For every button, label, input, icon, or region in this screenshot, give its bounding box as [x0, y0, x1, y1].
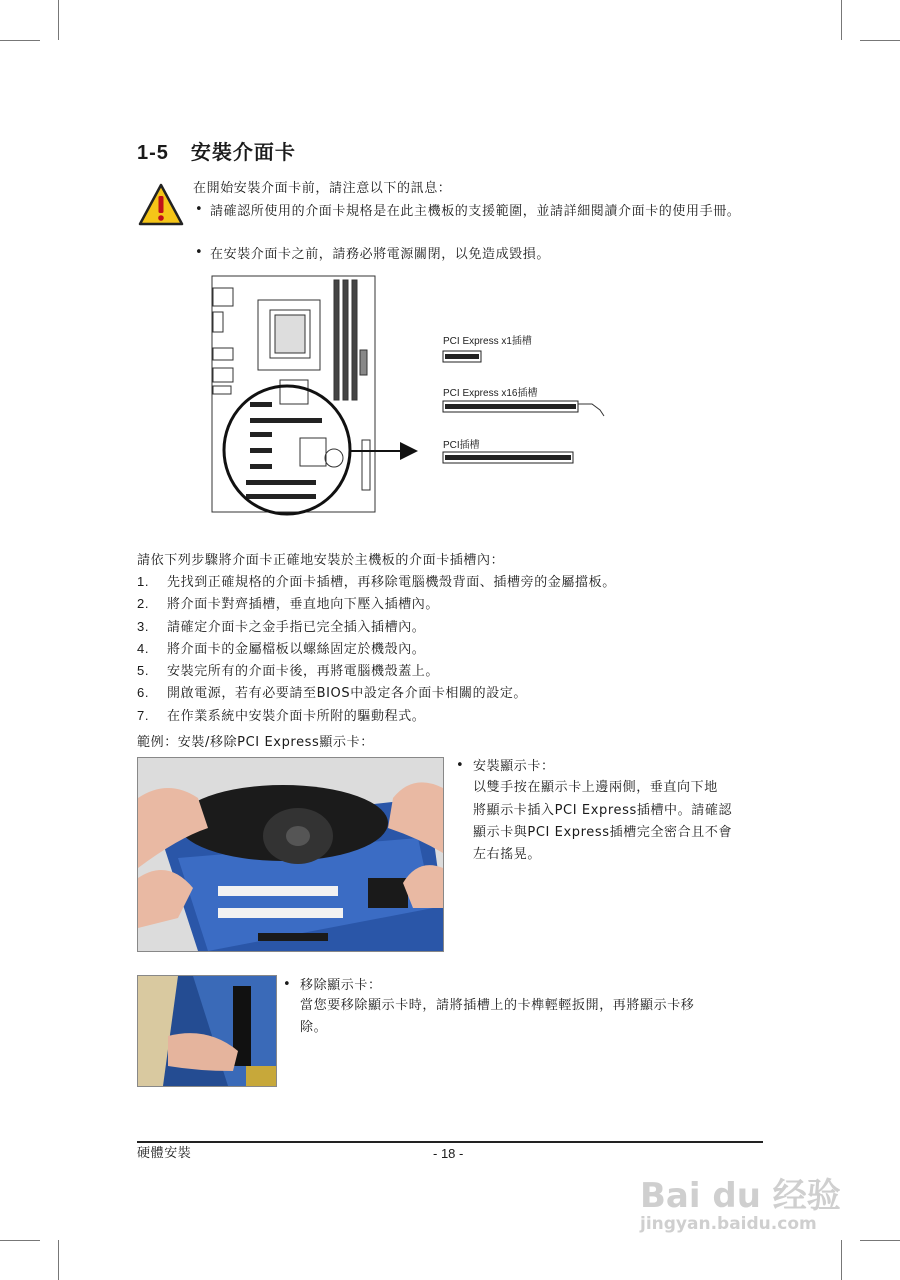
warning-icon [137, 182, 185, 228]
slot-label-pci: PCI插槽 [443, 440, 480, 451]
example-title: 範例：安裝/移除PCI Express顯示卡： [137, 735, 374, 750]
step-item: 3. 請確定介面卡之金手指已完全插入插槽內。 [137, 618, 426, 635]
footer-section-name: 硬體安裝 [137, 1146, 192, 1161]
caution-intro: 在開始安裝介面卡前，請注意以下的訊息： [193, 181, 452, 196]
watermark-brand: Bai du 经验 [640, 1176, 841, 1216]
step-item: 5. 安裝完所有的介面卡後，再將電腦機殼蓋上。 [137, 663, 440, 680]
install-line-2: 將顯示卡插入PCI Express插槽中。請確認 [473, 803, 733, 818]
bullet-dot: • [195, 245, 203, 260]
steps-list [137, 571, 777, 727]
crop-mark [58, 0, 59, 40]
install-title: 安裝顯示卡： [473, 759, 555, 774]
slot-label-pcie-x16: PCI Express x16插槽 [443, 388, 538, 399]
step-item: 4. 將介面卡的金屬檔板以螺絲固定於機殼內。 [137, 640, 426, 657]
page-number: - 18 - [433, 1146, 464, 1161]
step-item: 2. 將介面卡對齊插槽，垂直地向下壓入插槽內。 [137, 596, 440, 613]
install-line-4: 左右搖晃。 [473, 847, 542, 862]
install-line-1: 以雙手按在顯示卡上邊兩側，垂直向下地 [473, 780, 718, 795]
crop-mark [0, 1240, 40, 1241]
remove-line-1: 當您要移除顯示卡時，請將插槽上的卡榫輕輕扳開，再將顯示卡移 [300, 998, 695, 1013]
remove-title: 移除顯示卡： [300, 978, 382, 993]
bullet-dot: • [195, 202, 203, 217]
bullet-dot: • [456, 758, 464, 773]
remove-line-2: 除。 [300, 1020, 328, 1035]
slot-label-pcie-x1: PCI Express x1插槽 [443, 336, 532, 347]
bullet-dot: • [283, 977, 291, 992]
crop-mark [58, 1240, 59, 1280]
section-number: 1-5 [137, 142, 169, 164]
footer-divider [137, 1141, 763, 1143]
watermark-url: jingyan.baidu.com [640, 1214, 817, 1234]
step-item: 6. 開啟電源，若有必要請至BIOS中設定各介面卡相關的設定。 [137, 685, 528, 702]
crop-mark [860, 40, 900, 41]
crop-mark [841, 0, 842, 40]
motherboard-diagram [200, 270, 630, 520]
crop-mark [841, 1240, 842, 1280]
crop-mark [860, 1240, 900, 1241]
caution-bullet-2: 在安裝介面卡之前，請務必將電源關閉，以免造成毀損。 [210, 247, 551, 262]
crop-mark [0, 40, 40, 41]
install-line-3: 顯示卡與PCI Express插槽完全密合且不會 [473, 825, 733, 840]
install-graphics-card-photo [137, 757, 444, 952]
steps-intro: 請依下列步驟將介面卡正確地安裝於主機板的介面卡插槽內： [137, 553, 505, 568]
step-item: 1. 先找到正確規格的介面卡插槽，再移除電腦機殼背面、插槽旁的金屬擋板。 [137, 574, 616, 590]
caution-bullet-1: 請確認所使用的介面卡規格是在此主機板的支援範圍，並請詳細閱讀介面卡的使用手冊。 [210, 204, 741, 219]
remove-graphics-card-photo [137, 975, 277, 1087]
section-heading [137, 136, 296, 165]
section-title: 安裝介面卡 [190, 140, 296, 164]
step-item: 7. 在作業系統中安裝介面卡所附的驅動程式。 [137, 707, 426, 724]
